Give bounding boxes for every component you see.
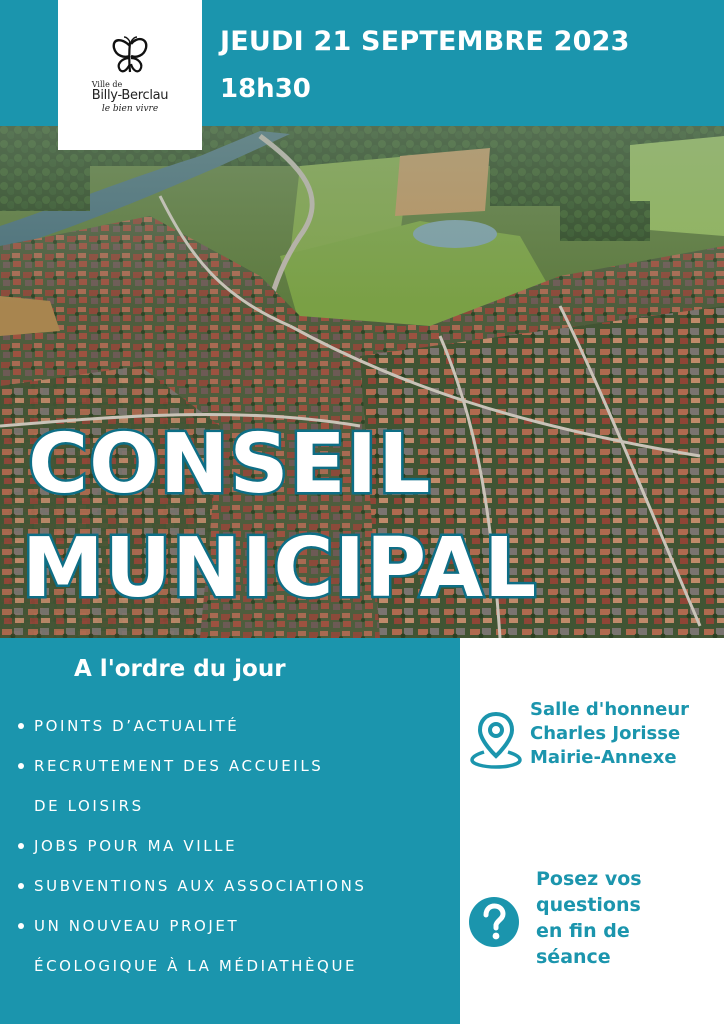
questions-line: en fin de: [536, 920, 630, 942]
bullet-icon: [18, 763, 24, 769]
agenda-panel: [0, 638, 460, 1024]
agenda-item-text: RECRUTEMENT DES ACCUEILS: [34, 757, 324, 775]
venue-line: Charles Jorisse: [530, 723, 681, 744]
town-logo: [58, 0, 202, 150]
agenda-item: [16, 746, 367, 826]
agenda-item-text-continued: DE LOISIRS: [34, 797, 144, 815]
bullet-icon: [18, 843, 24, 849]
agenda-item: [16, 706, 367, 746]
bullet-icon: [18, 883, 24, 889]
agenda-list: [16, 706, 367, 986]
agenda-item: [16, 866, 367, 906]
event-time: 18h30: [220, 74, 311, 104]
agenda-item: [16, 826, 367, 866]
venue-address: [530, 698, 689, 770]
agenda-item-text: SUBVENTIONS AUX ASSOCIATIONS: [34, 877, 367, 895]
agenda-heading: A l'ordre du jour: [74, 656, 286, 682]
agenda-item: [16, 906, 367, 986]
questions-line: Posez vos: [536, 868, 642, 890]
logo-tagline: le bien vivre: [101, 104, 159, 114]
event-date: JEUDI 21 SEPTEMBRE 2023: [220, 26, 630, 57]
title-line-1: CONSEIL: [28, 417, 432, 512]
questions-note: [536, 866, 642, 970]
map-pin-icon: [468, 708, 524, 776]
agenda-item-text-continued: ÉCOLOGIQUE À LA MÉDIATHÈQUE: [34, 957, 358, 975]
title-line-2: MUNICIPAL: [22, 521, 538, 616]
agenda-item-text: UN NOUVEAU PROJET: [34, 917, 240, 935]
venue-line: Mairie-Annexe: [530, 747, 677, 768]
bullet-icon: [18, 723, 24, 729]
agenda-item-text: JOBS POUR MA VILLE: [34, 837, 238, 855]
info-panel: [460, 638, 724, 1024]
questions-line: questions: [536, 894, 641, 916]
butterfly-logo-icon: [104, 36, 156, 78]
agenda-item-text: POINTS D’ACTUALITÉ: [34, 717, 240, 735]
aerial-town-photo: [0, 126, 724, 638]
questions-line: séance: [536, 946, 611, 968]
bullet-icon: [18, 923, 24, 929]
logo-town-name: Billy-Berclau: [91, 88, 169, 103]
logo-prefix: Ville de: [91, 80, 123, 89]
venue-line: Salle d'honneur: [530, 699, 690, 720]
question-mark-icon: [466, 894, 522, 954]
